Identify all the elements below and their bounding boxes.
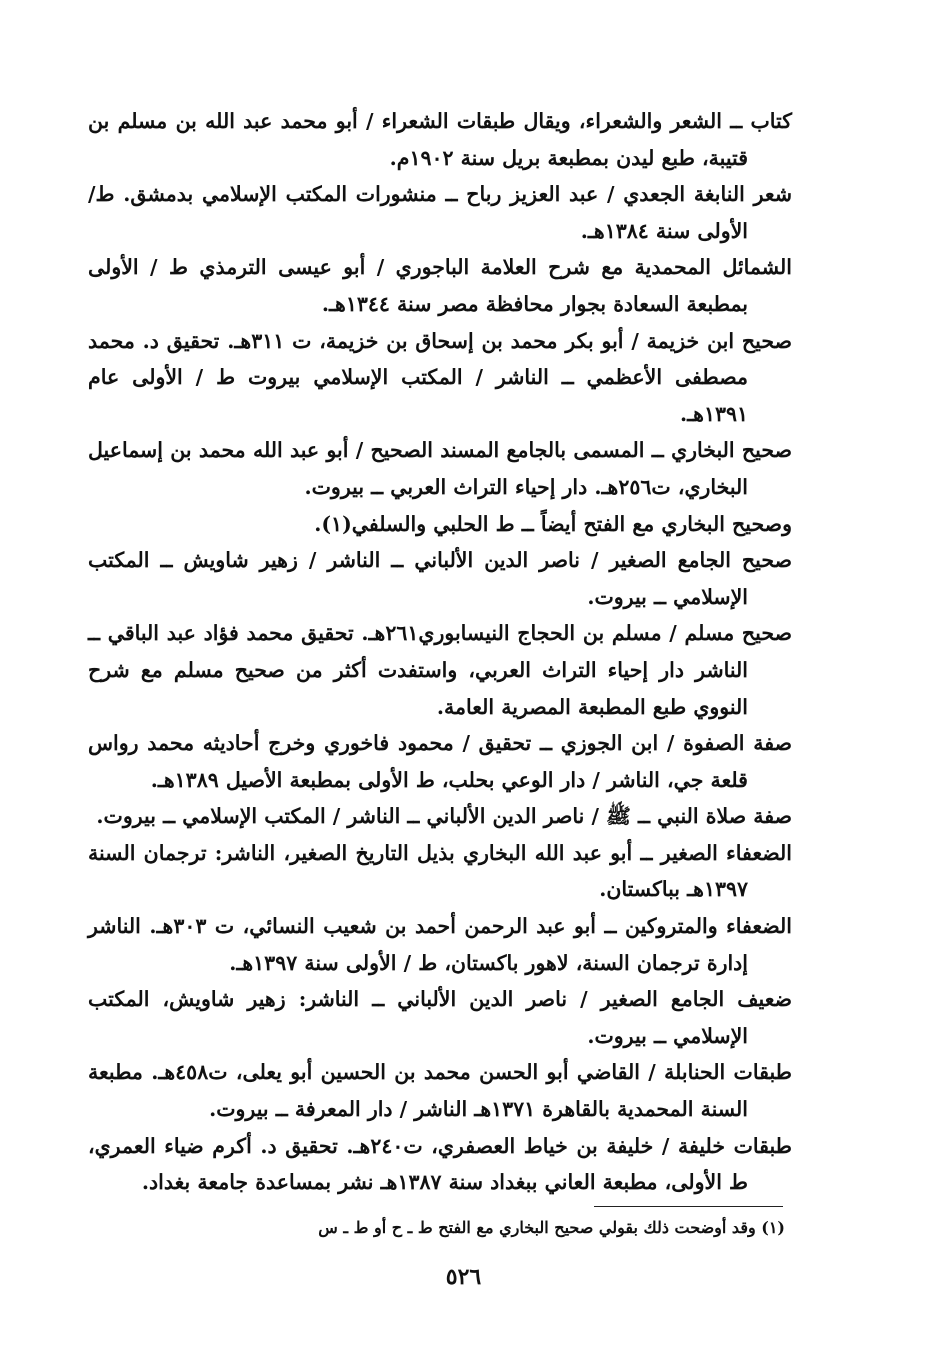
entry-text: صحيح البخاري ــ المسمى بالجامع المسند الصحيح / أبو عبد الله محمد بن إسماعيل البخاري، ت٢٥٦هـ. دار إحياء التراث العربي ــ بيروت. (88, 438, 792, 499)
bibliography-entry (88, 249, 792, 322)
bibliography-entry (88, 798, 792, 835)
bibliography-entry (88, 725, 792, 798)
entry-text: طبقات خليفة / خليفة بن خياط العصفري، ت٢٤٠هـ. تحقيق د. أكرم ضياء العمري، ط الأولى، مطبعة العاني ببغداد سنة ١٣٨٧هـ نشر بمساعدة جامعة بغداد. (88, 1133, 793, 1195)
bibliography-entry (88, 542, 792, 615)
entry-text: صحيح مسلم / مسلم بن الحجاج النيسابوري٢٦١هـ. تحقيق محمد فؤاد عبد الباقي ــ الناشر دار إحياء التراث العربي، واستفدت أكثر من صحيح مسلم مع شرح النووي طبع المطبعة المصرية العامة. (88, 621, 792, 719)
footnote-divider (594, 1206, 783, 1207)
entry-text: طبقات الحنابلة / القاضي أبو الحسن محمد بن الحسين أبو يعلى، ت٤٥٨هـ. مطبعة السنة المحمدية بالقاهرة ١٣٧١هـ الناشر / دار المعرفة ــ بيروت. (88, 1060, 792, 1122)
entry-text: صفة الصفوة / ابن الجوزي ــ تحقيق / محمود فاخوري وخرج أحاديثه محمد رواس قلعة جي، الناشر / دار الوعي بحلب، ط الأولى بمطبعة الأصيل ١٣٨٩هـ. (88, 731, 792, 792)
entry-text: الشمائل المحمدية مع شرح العلامة الباجوري / أبو عيسى الترمذي ط / الأولى بمطبعة السعادة بجوار محافظة مصر سنة ١٣٤٤هـ. (88, 255, 792, 316)
entry-text: شعر النابغة الجعدي / عبد العزيز رباح ــ منشورات المكتب الإسلامي بدمشق. ط/ الأولى سنة ١٣٨٤هـ. (88, 182, 792, 243)
entry-text: صحيح ابن خزيمة / أبو بكر محمد بن إسحاق بن خزيمة، ت ٣١١هـ. تحقيق د. محمد مصطفى الأعظمي ــ الناشر / المكتب الإسلامي بيروت ط / الأولى عام ١٣٩١هـ. (88, 328, 792, 426)
bibliography-entry (88, 835, 792, 908)
entry-text: الضعفاء والمتروكين ــ أبو عبد الرحمن أحمد بن شعيب النسائي، ت ٣٠٣هـ. الناشر إدارة ترجمان السنة، لاهور باكستان، ط / الأولى سنة ١٣٩٧هـ. (88, 914, 793, 975)
bibliography-entry (88, 103, 792, 176)
bibliography-entry (88, 506, 792, 543)
entry-text: كتاب ــ الشعر والشعراء، ويقال طبقات الشعراء / أبو محمد عبد الله بن مسلم بن قتيبة، طبع ليدن بمطبعة بريل سنة ١٩٠٢م. (88, 109, 792, 170)
bibliography-entry (88, 1054, 792, 1127)
bibliography-entry (88, 176, 792, 249)
page-number: ٥٢٦ (445, 1264, 482, 1290)
bibliography-list (88, 103, 792, 1201)
bibliography-entry (88, 615, 792, 725)
entry-text: ضعيف الجامع الصغير / ناصر الدين الألباني ــ الناشر: زهير شاويش، المكتب الإسلامي ــ بيروت. (88, 987, 792, 1048)
footnote: (١) وقد أوضحت ذلك بقولي صحيح البخاري مع الفتح ط ـ ح أو ط ـ س (318, 1218, 785, 1237)
entry-text: وصحيح البخاري مع الفتح أيضاً ــ ط الحلبي والسلفي(١). (314, 511, 792, 536)
bibliography-entry (88, 432, 792, 505)
entry-text: الضعفاء الصغير ــ أبو عبد الله البخاري بذيل التاريخ الصغير، الناشر: ترجمان السنة ١٣٩٧هـ بباكستان. (88, 840, 792, 902)
entry-text: صفة صلاة النبي ــ ﷺ / ناصر الدين الألباني ــ الناشر / المكتب الإسلامي ــ بيروت. (96, 804, 792, 829)
bibliography-entry (88, 323, 792, 433)
bibliography-entry (88, 908, 792, 981)
bibliography-entry (88, 981, 792, 1054)
entry-text: صحيح الجامع الصغير / ناصر الدين الألباني ــ الناشر / زهير شاويش ــ المكتب الإسلامي ــ بيروت. (88, 548, 792, 609)
bibliography-entry (88, 1128, 792, 1201)
